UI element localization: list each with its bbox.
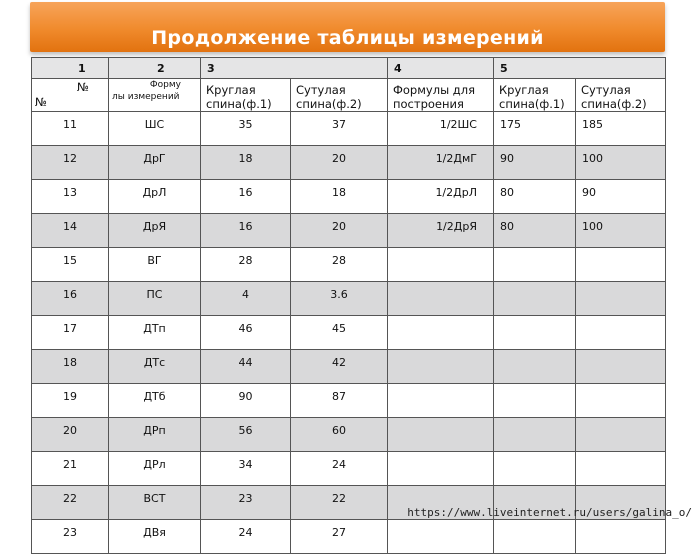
measurement-code: ДТс bbox=[109, 350, 201, 384]
round-back-value: 90 bbox=[201, 384, 291, 418]
table-row bbox=[32, 248, 666, 282]
stooped-back-value: 22 bbox=[291, 486, 388, 520]
round-back-value: 4 bbox=[201, 282, 291, 316]
row-number: 15 bbox=[32, 248, 109, 282]
stooped-back-result bbox=[576, 316, 666, 350]
measurements-table bbox=[31, 57, 666, 554]
table-row bbox=[32, 350, 666, 384]
measurement-code: ДТп bbox=[109, 316, 201, 350]
header-formula-cell bbox=[109, 79, 201, 112]
stooped-back-result bbox=[576, 282, 666, 316]
page-title: Продолжение таблицы измерений bbox=[151, 27, 544, 49]
table-row bbox=[32, 214, 666, 248]
measurement-code: ДрЛ bbox=[109, 180, 201, 214]
stooped-back-result: 185 bbox=[576, 112, 666, 146]
measurement-code: ДРл bbox=[109, 452, 201, 486]
round-back-value: 16 bbox=[201, 214, 291, 248]
col-number-4: 4 bbox=[388, 58, 494, 79]
round-back-result bbox=[494, 418, 576, 452]
round-back-value: 46 bbox=[201, 316, 291, 350]
row-number: 16 bbox=[32, 282, 109, 316]
row-number: 23 bbox=[32, 520, 109, 554]
round-back-value: 35 bbox=[201, 112, 291, 146]
measurement-code: ДРп bbox=[109, 418, 201, 452]
round-back-value: 16 bbox=[201, 180, 291, 214]
round-back-result bbox=[494, 316, 576, 350]
round-back-result bbox=[494, 350, 576, 384]
row-number: 18 bbox=[32, 350, 109, 384]
row-number: 21 bbox=[32, 452, 109, 486]
table-row bbox=[32, 384, 666, 418]
table-row bbox=[32, 180, 666, 214]
construction-formula: 1/2ШС bbox=[388, 112, 494, 146]
row-number: 14 bbox=[32, 214, 109, 248]
row-number: 19 bbox=[32, 384, 109, 418]
col-number-3: 3 bbox=[201, 58, 388, 79]
round-back-value: 18 bbox=[201, 146, 291, 180]
round-back-value: 28 bbox=[201, 248, 291, 282]
construction-formula: 1/2ДрЯ bbox=[388, 214, 494, 248]
stooped-back-result bbox=[576, 248, 666, 282]
stooped-back-value: 20 bbox=[291, 146, 388, 180]
construction-formula bbox=[388, 350, 494, 384]
header-formula-bottom: лы измерений bbox=[112, 92, 180, 102]
row-number: 12 bbox=[32, 146, 109, 180]
row-number: 20 bbox=[32, 418, 109, 452]
round-back-value: 23 bbox=[201, 486, 291, 520]
table-row bbox=[32, 146, 666, 180]
stooped-back-value: 87 bbox=[291, 384, 388, 418]
stooped-back-result bbox=[576, 452, 666, 486]
round-back-value: 34 bbox=[201, 452, 291, 486]
round-back-result bbox=[494, 452, 576, 486]
round-back-result bbox=[494, 384, 576, 418]
header-formula-top: Форму bbox=[149, 80, 181, 90]
round-back-result: 80 bbox=[494, 180, 576, 214]
table-row bbox=[32, 452, 666, 486]
measurement-code: ВСТ bbox=[109, 486, 201, 520]
construction-formula bbox=[388, 316, 494, 350]
table-row bbox=[32, 418, 666, 452]
header-stooped-back-2: Сутулая спина(ф.2) bbox=[576, 79, 666, 112]
construction-formula bbox=[388, 452, 494, 486]
header-no-top: № bbox=[77, 80, 89, 94]
table-row bbox=[32, 282, 666, 316]
construction-formula bbox=[388, 282, 494, 316]
construction-formula bbox=[388, 418, 494, 452]
construction-formula bbox=[388, 248, 494, 282]
stooped-back-result: 100 bbox=[576, 146, 666, 180]
stooped-back-result: 90 bbox=[576, 180, 666, 214]
round-back-result bbox=[494, 282, 576, 316]
column-number-row bbox=[32, 58, 666, 79]
header-construction-formulas: Формулы для построения bbox=[388, 79, 494, 112]
stooped-back-value: 27 bbox=[291, 520, 388, 554]
row-number: 22 bbox=[32, 486, 109, 520]
round-back-value: 56 bbox=[201, 418, 291, 452]
stooped-back-value: 3.6 bbox=[291, 282, 388, 316]
round-back-value: 44 bbox=[201, 350, 291, 384]
measurement-code: ДВя bbox=[109, 520, 201, 554]
stooped-back-result bbox=[576, 418, 666, 452]
stooped-back-result bbox=[576, 384, 666, 418]
table-row bbox=[32, 112, 666, 146]
row-number: 13 bbox=[32, 180, 109, 214]
measurement-code: ДрЯ bbox=[109, 214, 201, 248]
stooped-back-value: 60 bbox=[291, 418, 388, 452]
round-back-result bbox=[494, 248, 576, 282]
measurement-code: ДТб bbox=[109, 384, 201, 418]
construction-formula bbox=[388, 384, 494, 418]
round-back-value: 24 bbox=[201, 520, 291, 554]
measurement-code: ВГ bbox=[109, 248, 201, 282]
source-url: https://www.liveinternet.ru/users/galina_o/ bbox=[407, 506, 692, 519]
col-number-1: 1 bbox=[32, 58, 109, 79]
measurement-code: ШС bbox=[109, 112, 201, 146]
stooped-back-value: 45 bbox=[291, 316, 388, 350]
measurement-code: ПС bbox=[109, 282, 201, 316]
header-round-back-2: Круглая спина(ф.1) bbox=[494, 79, 576, 112]
construction-formula: 1/2ДрЛ bbox=[388, 180, 494, 214]
stooped-back-value: 28 bbox=[291, 248, 388, 282]
construction-formula: 1/2ДмГ bbox=[388, 146, 494, 180]
stooped-back-value: 18 bbox=[291, 180, 388, 214]
header-no-cell bbox=[32, 79, 109, 112]
col-number-5: 5 bbox=[494, 58, 666, 79]
round-back-result: 90 bbox=[494, 146, 576, 180]
stooped-back-value: 42 bbox=[291, 350, 388, 384]
stooped-back-value: 37 bbox=[291, 112, 388, 146]
header-row bbox=[32, 79, 666, 112]
stooped-back-result bbox=[576, 350, 666, 384]
table-row bbox=[32, 316, 666, 350]
col-number-2: 2 bbox=[109, 58, 201, 79]
round-back-result: 80 bbox=[494, 214, 576, 248]
stooped-back-result: 100 bbox=[576, 214, 666, 248]
title-banner bbox=[30, 2, 665, 52]
measurement-code: ДрГ bbox=[109, 146, 201, 180]
row-number: 17 bbox=[32, 316, 109, 350]
header-round-back: Круглая спина(ф.1) bbox=[201, 79, 291, 112]
stooped-back-value: 24 bbox=[291, 452, 388, 486]
header-no-bottom: № bbox=[35, 95, 47, 109]
round-back-result: 175 bbox=[494, 112, 576, 146]
stooped-back-value: 20 bbox=[291, 214, 388, 248]
header-stooped-back: Сутулая спина(ф.2) bbox=[291, 79, 388, 112]
row-number: 11 bbox=[32, 112, 109, 146]
